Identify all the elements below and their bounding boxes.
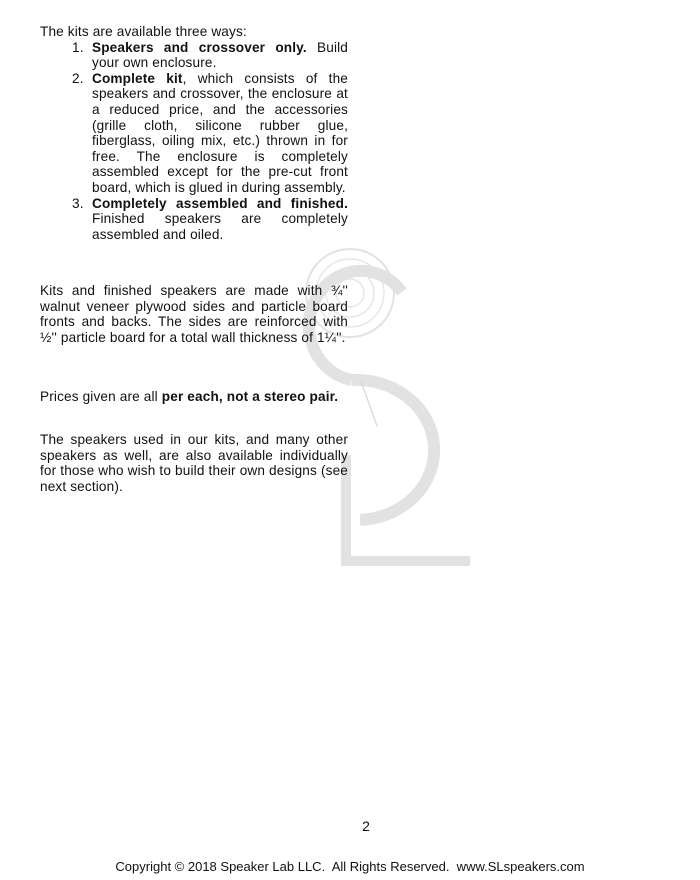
- list-item-text: Build your own enclosure.: [92, 39, 349, 71]
- list-item-number: 2.: [72, 70, 84, 86]
- kit-options-section: [40, 24, 348, 242]
- list-item: [40, 196, 348, 243]
- watermark-s-lower-arc: [352, 380, 434, 520]
- list-item-title: Complete kit: [92, 70, 183, 86]
- list-item: [40, 71, 348, 196]
- speakers-paragraph: The speakers used in our kits, and many other speakers as well, are also available individually for those who wish to build their own designs (see next section).: [40, 432, 348, 494]
- kit-options-list: [40, 40, 348, 243]
- materials-paragraph: Kits and finished speakers are made with ¾'' walnut veneer plywood sides and particle board fronts and backs. The sides are reinforced with ½'' particle board for a total wall thickness of 1¼''.: [40, 283, 348, 345]
- intro-line: The kits are available three ways:: [40, 24, 247, 39]
- copyright-footer: [0, 859, 700, 874]
- list-item-title: Speakers and crossover only.: [92, 39, 307, 55]
- footer-text: Copyright © 2018 Speaker Lab LLC. All Rights Reserved. www.SLspeakers.com: [115, 859, 585, 874]
- list-item-number: 3.: [72, 195, 84, 211]
- list-item: [40, 40, 348, 71]
- list-item-number: 1.: [72, 39, 84, 55]
- prices-paragraph: [40, 389, 348, 405]
- list-item-text: , which consists of the speakers and crossover, the enclosure at a reduced price, and the accessories (grille cloth, silicone rubber glue, fiberglass, oiling mix, etc.) thrown in for free. The enclosure is completely assembled except for the pre-cut front board, which is glued in during assembly.: [92, 70, 348, 195]
- prices-emphasis: per each, not a stereo pair.: [161, 389, 339, 404]
- list-item-text: Finished speakers are completely assembled and oiled.: [92, 211, 348, 242]
- page-number: 2: [362, 818, 370, 834]
- list-item-title: Completely assembled and finished.: [92, 195, 348, 211]
- prices-lead: Prices given are all: [40, 389, 162, 404]
